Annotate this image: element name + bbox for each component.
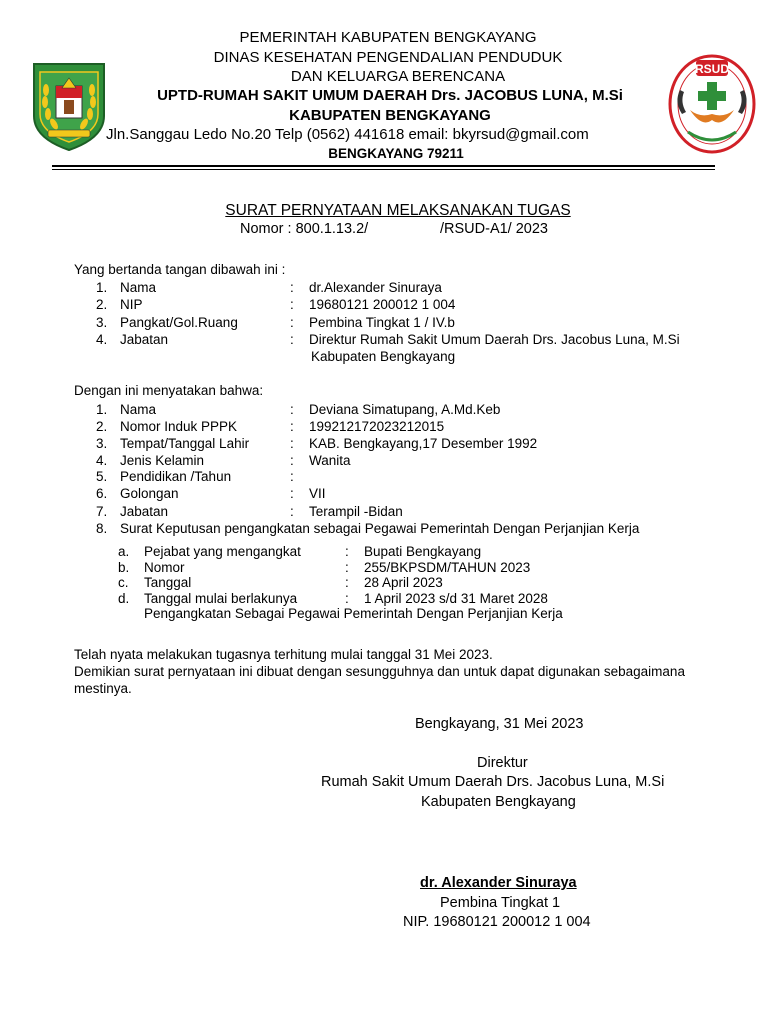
employee-row-label: Pendidikan /Tahun — [120, 469, 232, 484]
employee-row-value: Wanita — [309, 453, 351, 468]
signature-rank: Pembina Tingkat 1 — [440, 895, 561, 911]
signer-row-colon: : — [290, 315, 294, 330]
signer-row-number: 2. — [96, 297, 108, 312]
signer-row-number: 1. — [96, 280, 108, 295]
employee-row-label: Jabatan — [120, 504, 169, 519]
header-city: BENGKAYANG 79211 — [328, 146, 464, 161]
letter-title: SURAT PERNYATAAN MELAKSANAKAN TUGAS — [225, 202, 571, 219]
employee-row-number: 4. — [96, 453, 108, 468]
signature-institution: Rumah Sakit Umum Daerah Drs. Jacobus Luna, M.Si — [321, 774, 665, 790]
signer-row-value-cont: Kabupaten Bengkayang — [311, 349, 456, 364]
signer-row-colon: : — [290, 332, 294, 347]
header-government: PEMERINTAH KABUPATEN BENGKAYANG — [239, 29, 537, 46]
employee-row-number: 3. — [96, 436, 108, 451]
letter-number: Nomor : 800.1.13.2/ — [240, 221, 369, 237]
signer-row-label: Jabatan — [120, 332, 169, 347]
decree-row-label: Pejabat yang mengangkat — [144, 544, 301, 559]
signer-row-label: NIP — [120, 297, 143, 312]
employee-row-colon: : — [290, 469, 294, 484]
signature-name: dr. Alexander Sinuraya — [420, 875, 577, 891]
decree-row-value: Bupati Bengkayang — [364, 544, 482, 559]
header-regency: KABUPATEN BENGKAYANG — [289, 107, 491, 124]
signer-row-value: Direktur Rumah Sakit Umum Daerah Drs. Jacobus Luna, M.Si — [309, 332, 680, 347]
employee-row-number: 1. — [96, 402, 108, 417]
employee-row-colon: : — [290, 453, 294, 468]
decree-note: Pengangkatan Sebagai Pegawai Pemerintah Dengan Perjanjian Kerja — [144, 606, 563, 621]
intro-text: Yang bertanda tangan dibawah ini : — [74, 262, 286, 277]
employee-row-label: Nama — [120, 402, 157, 417]
employee-row-value: VII — [309, 486, 326, 501]
header-address: Jln.Sanggau Ledo No.20 Telp (0562) 441618 email: bkyrsud@gmail.com — [106, 126, 589, 143]
decree-row-number: d. — [118, 591, 130, 606]
header-divider-thin — [52, 169, 715, 170]
employee-row-value: KAB. Bengkayang,17 Desember 1992 — [309, 436, 538, 451]
decree-row-value: 1 April 2023 s/d 31 Maret 2028 — [364, 591, 548, 606]
header-hospital: UPTD-RUMAH SAKIT UMUM DAERAH Drs. JACOBUS LUNA, M.Si — [157, 87, 623, 104]
employee-row-number: 5. — [96, 469, 108, 484]
decree-row-value: 255/BKPSDM/TAHUN 2023 — [364, 560, 531, 575]
closing-line-3: mestinya. — [74, 681, 132, 696]
decree-row-label: Tanggal — [144, 575, 192, 590]
employee-row-value: Terampil -Bidan — [309, 504, 403, 519]
employee-row-label: Golongan — [120, 486, 179, 501]
employee-row-colon: : — [290, 436, 294, 451]
employee-row-value: Deviana Simatupang, A.Md.Keb — [309, 402, 501, 417]
signature-place-date: Bengkayang, 31 Mei 2023 — [415, 716, 584, 732]
decree-row-label: Nomor — [144, 560, 185, 575]
decree-row-number: a. — [118, 544, 130, 559]
decree-row-colon: : — [345, 560, 349, 575]
employee-row-colon: : — [290, 486, 294, 501]
signer-row-value: Pembina Tingkat 1 / IV.b — [309, 315, 455, 330]
decree-row-colon: : — [345, 591, 349, 606]
header-department-cont: DAN KELUARGA BERENCANA — [290, 68, 506, 85]
statement-intro: Dengan ini menyatakan bahwa: — [74, 383, 264, 398]
signer-row-label: Nama — [120, 280, 157, 295]
item8-number: 8. — [96, 521, 108, 536]
signer-row-colon: : — [290, 280, 294, 295]
decree-row-colon: : — [345, 575, 349, 590]
signature-nip: NIP. 19680121 200012 1 004 — [403, 914, 591, 930]
logo-rsud-text: RSUD — [694, 62, 730, 76]
signature-region: Kabupaten Bengkayang — [421, 794, 576, 810]
employee-row-number: 7. — [96, 504, 108, 519]
signer-row-value: 19680121 200012 1 004 — [309, 297, 456, 312]
decree-row-value: 28 April 2023 — [364, 575, 443, 590]
employee-row-value: 199212172023212015 — [309, 419, 445, 434]
item8-text: Surat Keputusan pengangkatan sebagai Pegawai Pemerintah Dengan Perjanjian Kerja — [120, 521, 640, 536]
employee-row-colon: : — [290, 419, 294, 434]
decree-row-label: Tanggal mulai berlakunya — [144, 591, 298, 606]
signer-row-colon: : — [290, 297, 294, 312]
signer-row-number: 3. — [96, 315, 108, 330]
decree-row-number: b. — [118, 560, 130, 575]
employee-row-label: Nomor Induk PPPK — [120, 419, 238, 434]
header-department: DINAS KESEHATAN PENGENDALIAN PENDUDUK — [213, 49, 563, 66]
employee-row-colon: : — [290, 504, 294, 519]
employee-row-number: 6. — [96, 486, 108, 501]
employee-row-label: Jenis Kelamin — [120, 453, 205, 468]
signature-position: Direktur — [477, 755, 528, 771]
closing-line-2: Demikian surat pernyataan ini dibuat dengan sesungguhnya dan untuk dapat digunakan sebagaimana — [74, 664, 685, 679]
letter-number-suffix: /RSUD-A1/ 2023 — [440, 221, 548, 237]
signer-row-number: 4. — [96, 332, 108, 347]
employee-row-label: Tempat/Tanggal Lahir — [120, 436, 250, 451]
header-divider-thick — [52, 165, 715, 167]
closing-line-1: Telah nyata melakukan tugasnya terhitung mulai tanggal 31 Mei 2023. — [74, 647, 493, 662]
decree-row-number: c. — [118, 575, 129, 590]
employee-row-number: 2. — [96, 419, 108, 434]
signer-row-value: dr.Alexander Sinuraya — [309, 280, 442, 295]
employee-row-colon: : — [290, 402, 294, 417]
decree-row-colon: : — [345, 544, 349, 559]
signer-row-label: Pangkat/Gol.Ruang — [120, 315, 238, 330]
